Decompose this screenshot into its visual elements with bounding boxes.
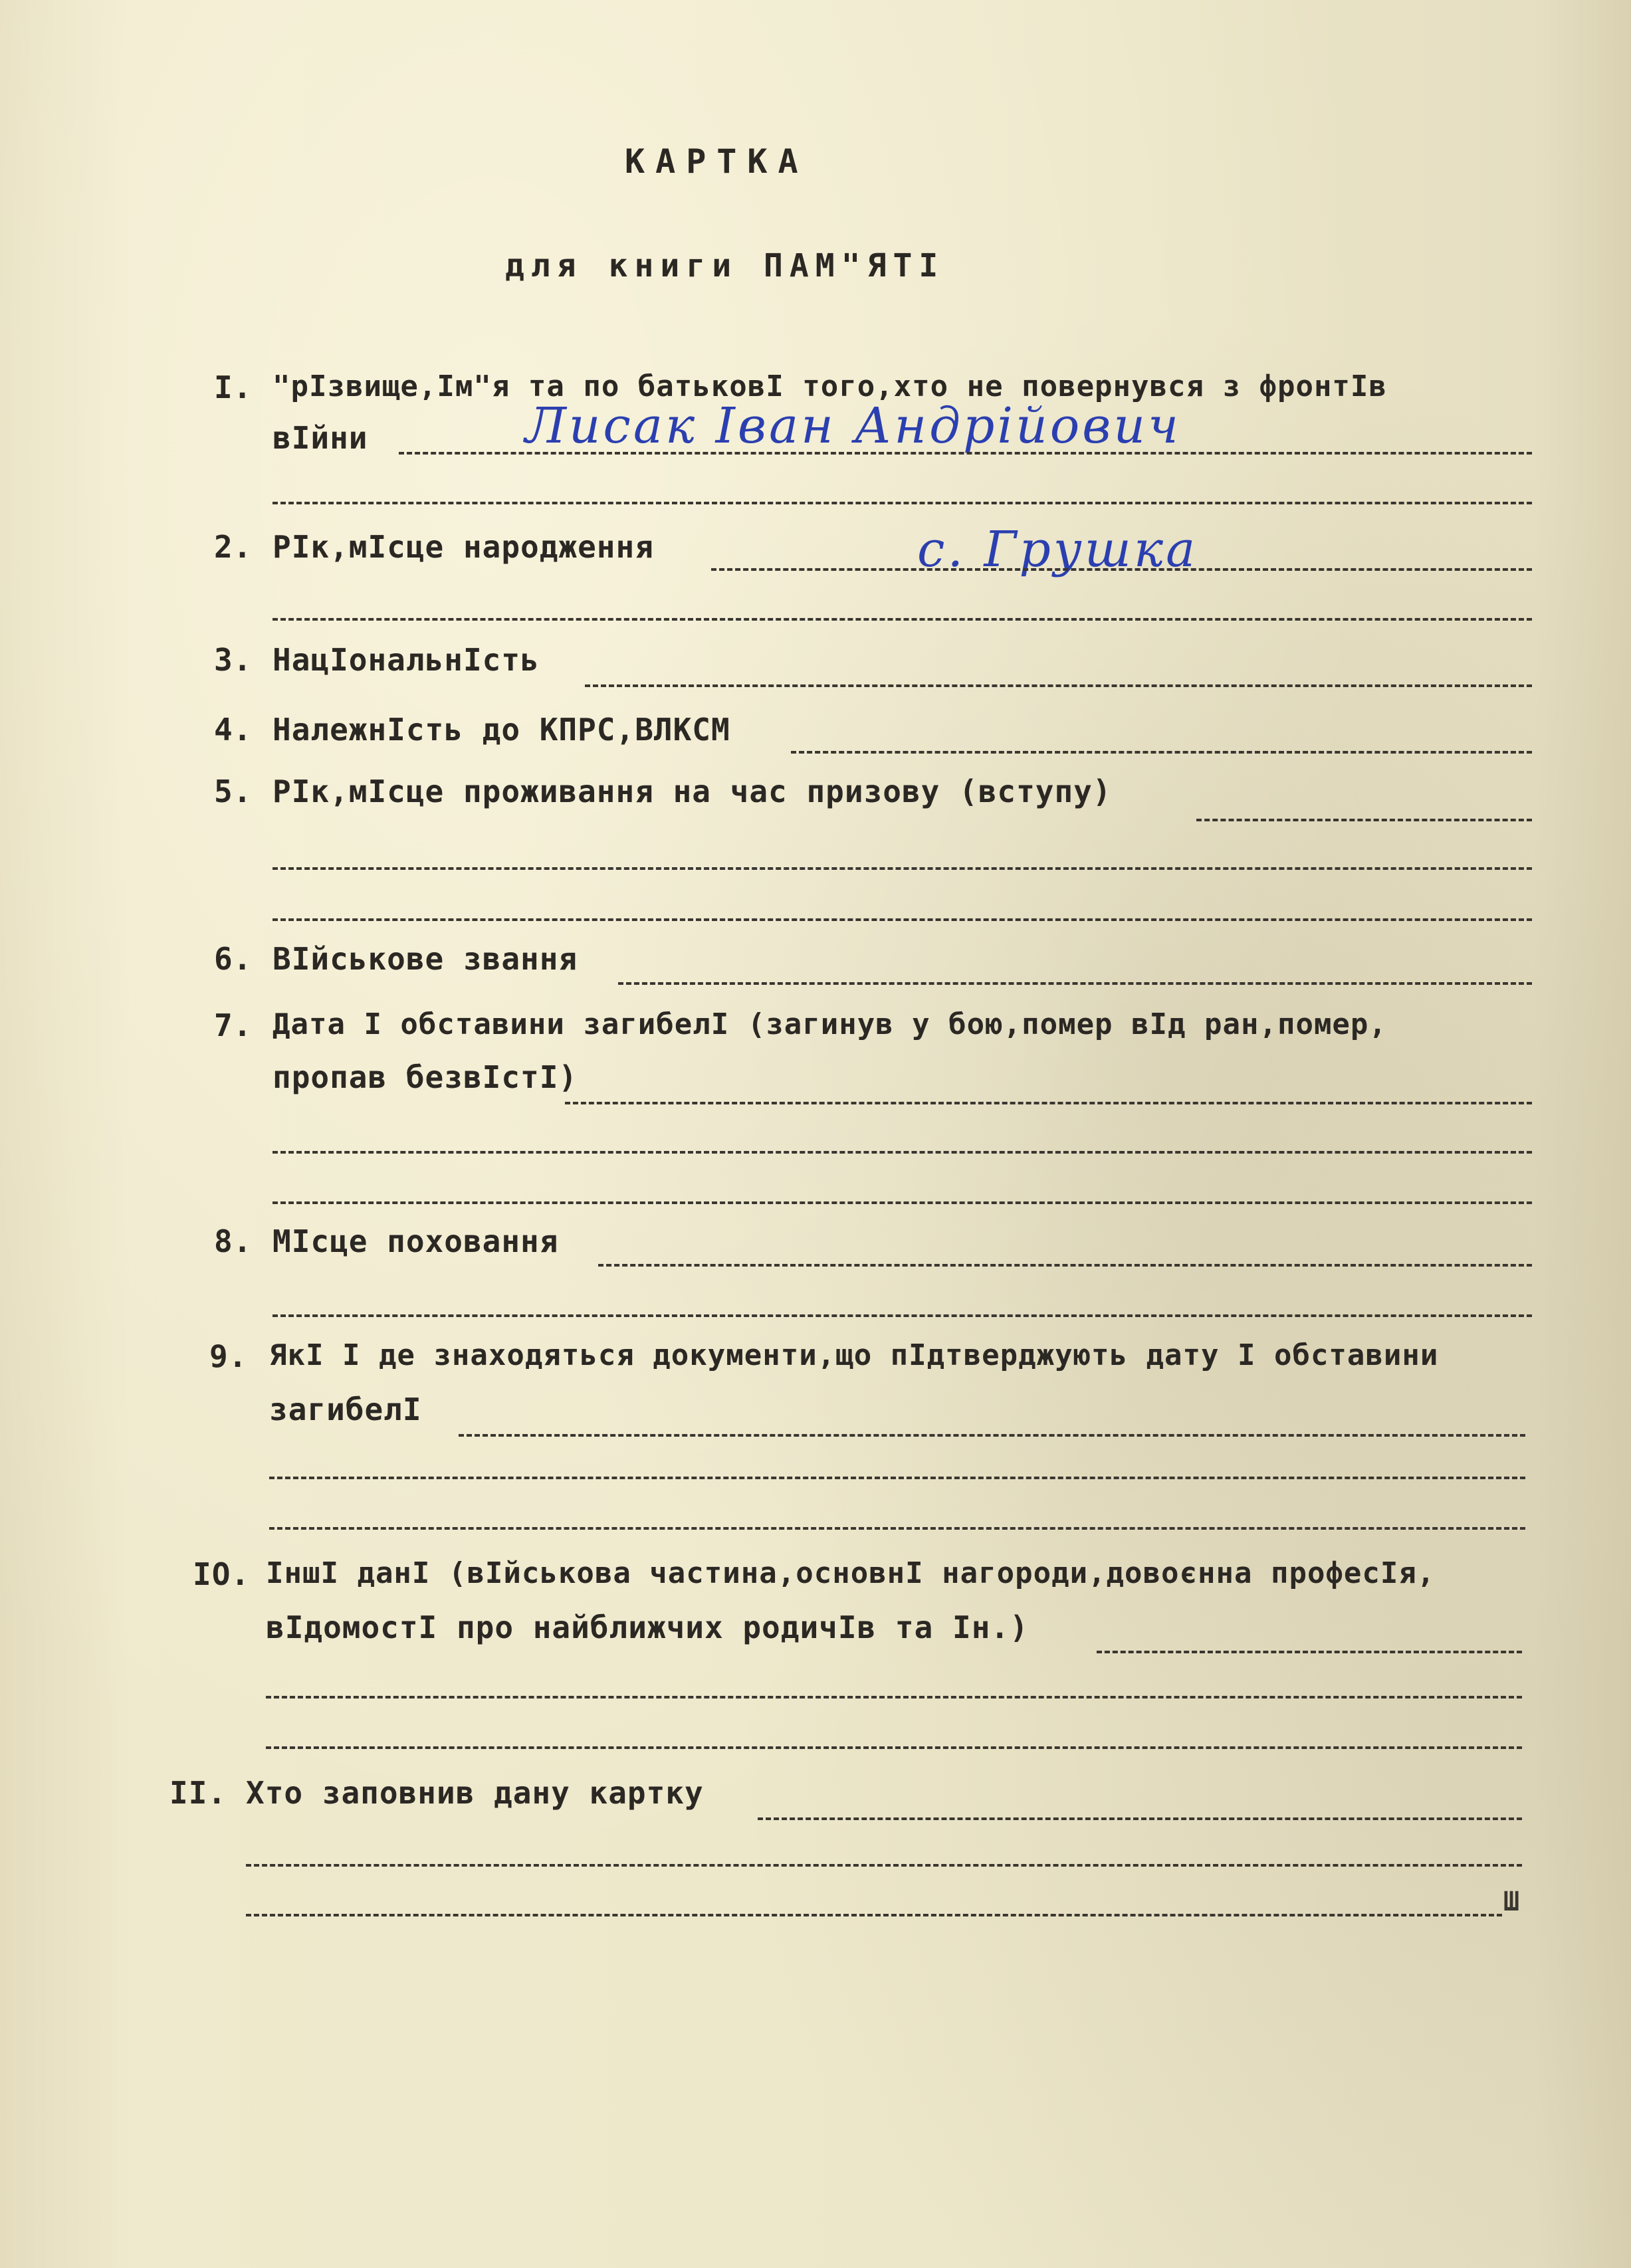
field-11-line-extra-1 bbox=[246, 1864, 1522, 1867]
field-4-line bbox=[791, 751, 1532, 754]
field-6-number: 6. bbox=[214, 941, 253, 977]
field-9-label-cont: загибелІ bbox=[269, 1392, 422, 1427]
field-9-label: ЯкІ І де знаходяться документи,що пІдтверджують дату І обставини bbox=[269, 1338, 1439, 1372]
field-4-number: 4. bbox=[214, 712, 253, 748]
field-6-line bbox=[618, 982, 1532, 985]
field-5-line-extra-2 bbox=[272, 918, 1532, 921]
field-7-line-extra-2 bbox=[272, 1201, 1532, 1204]
field-11-number: II. bbox=[169, 1775, 227, 1811]
field-5-number: 5. bbox=[214, 773, 253, 809]
field-10-label: ІншІ данІ (вІйськова частина,основнІ нагороди,довоєнна професІя, bbox=[266, 1556, 1436, 1590]
field-8-label: МІсце поховання bbox=[272, 1223, 559, 1259]
field-2-line-extra bbox=[272, 618, 1532, 621]
field-11-label: Хто заповнив дану картку bbox=[246, 1775, 704, 1811]
field-1-line-extra bbox=[272, 502, 1532, 504]
field-3-label: НацІональнІсть bbox=[272, 642, 540, 678]
field-11-line-extra-2 bbox=[246, 1914, 1502, 1916]
field-1-number: I. bbox=[214, 369, 253, 405]
field-2-label: РІк,мІсце народження bbox=[272, 529, 654, 565]
field-1-line bbox=[399, 452, 1532, 455]
field-2-handwritten-value: с. Грушка bbox=[917, 521, 1198, 578]
field-10-label-cont: вІдомостІ про найближчих родичІв та Ін.) bbox=[266, 1609, 1029, 1645]
field-4-label: НалежнІсть до КПРС,ВЛКСМ bbox=[272, 712, 730, 748]
field-7-line-extra-1 bbox=[272, 1151, 1532, 1154]
field-8-number: 8. bbox=[214, 1223, 253, 1259]
field-8-line bbox=[598, 1264, 1532, 1267]
field-6-label: ВІйськове звання bbox=[272, 941, 578, 977]
field-7-label-cont: пропав безвІстІ) bbox=[272, 1059, 578, 1095]
field-10-line-extra-2 bbox=[266, 1746, 1522, 1749]
field-10-line bbox=[1097, 1651, 1522, 1653]
field-3-number: 3. bbox=[214, 642, 253, 678]
field-11-line bbox=[758, 1817, 1522, 1820]
field-1-label: "рІзвище,Ім"я та по батьковІ того,хто не повернувся з фронтІв bbox=[272, 369, 1387, 403]
field-9-line-extra-2 bbox=[269, 1527, 1525, 1530]
field-7-line bbox=[565, 1102, 1532, 1104]
field-3-line bbox=[585, 684, 1532, 687]
field-2-line bbox=[711, 568, 1532, 571]
field-9-line-extra-1 bbox=[269, 1477, 1525, 1479]
field-9-line bbox=[459, 1434, 1525, 1437]
field-9-number: 9. bbox=[209, 1338, 248, 1374]
field-5-line-extra-1 bbox=[272, 867, 1532, 870]
field-1-label-cont: вІйни bbox=[272, 420, 368, 456]
card-title: КАРТКА bbox=[625, 142, 809, 181]
field-5-label: РІк,мІсце проживання на час призову (вступу) bbox=[272, 773, 1112, 809]
field-2-number: 2. bbox=[214, 529, 253, 565]
end-of-form-mark: Ш bbox=[1503, 1887, 1520, 1917]
field-10-number: IO. bbox=[193, 1556, 251, 1592]
field-10-line-extra-1 bbox=[266, 1696, 1522, 1699]
card-subtitle: для книги ПАМ"ЯТІ bbox=[505, 247, 945, 284]
field-8-line-extra bbox=[272, 1314, 1532, 1317]
field-7-label: Дата І обставини загибелІ (загинув у бою,помер вІд ран,помер, bbox=[272, 1007, 1387, 1041]
field-1-handwritten-value: Лисак Іван Андрійович bbox=[525, 397, 1182, 455]
field-5-line bbox=[1196, 819, 1532, 821]
field-7-number: 7. bbox=[214, 1007, 253, 1043]
